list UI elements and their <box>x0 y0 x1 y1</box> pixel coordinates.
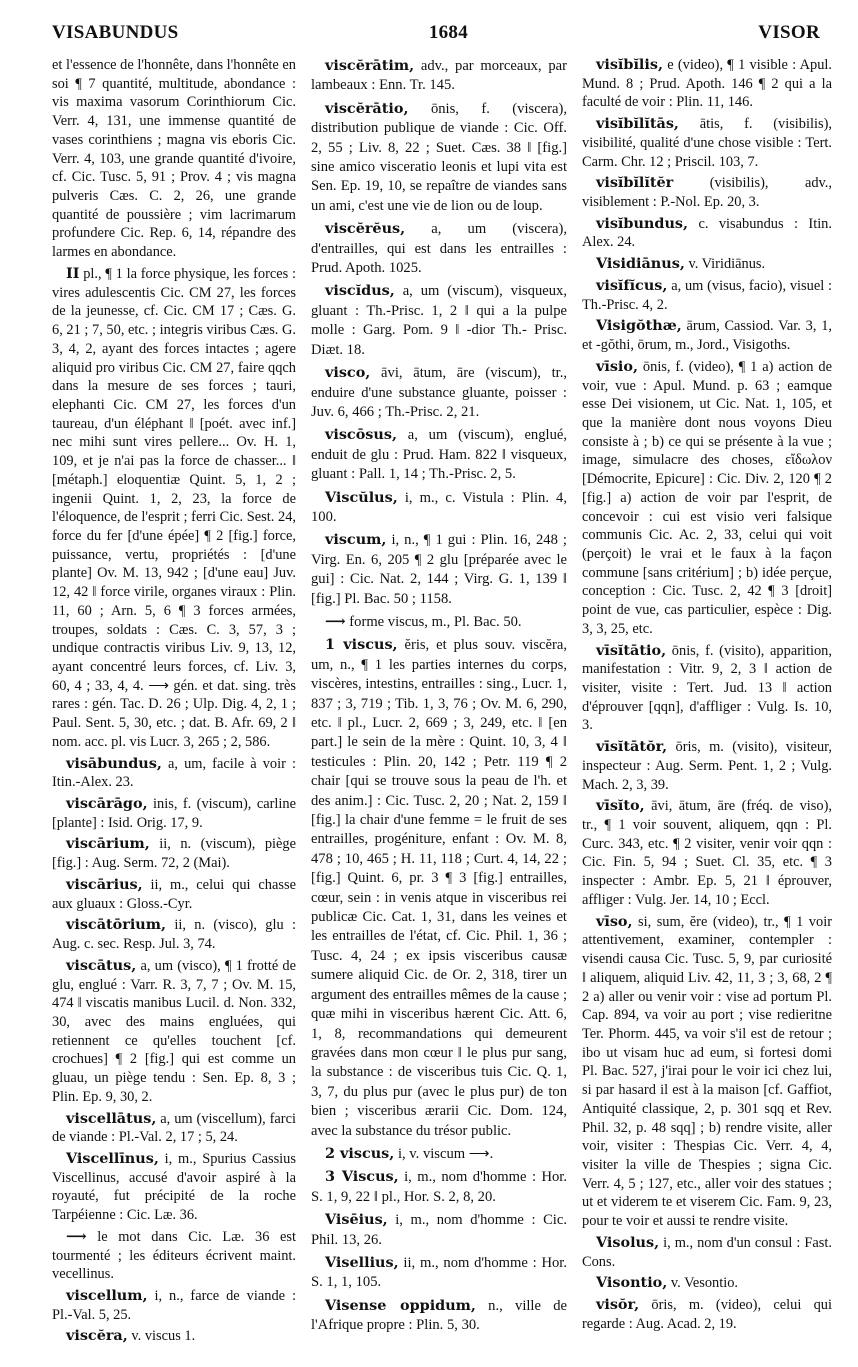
dictionary-entry <box>311 363 567 422</box>
running-head <box>52 16 820 50</box>
entry-definition: ii, m., nom d'homme : Hor. S. 1, 1, 105. <box>311 1254 567 1291</box>
dictionary-entry <box>582 1234 832 1271</box>
dictionary-entry <box>582 913 832 1231</box>
entry-headword: 3 Viscus, <box>325 1168 399 1186</box>
dictionary-entry <box>52 835 296 872</box>
dictionary-entry <box>311 219 567 278</box>
column-right <box>582 56 832 1356</box>
dictionary-entry <box>582 215 832 252</box>
entry-headword: visābundus, <box>66 754 162 772</box>
entry-headword: viscōsus, <box>325 426 397 444</box>
dictionary-entry <box>582 642 832 736</box>
entry-headword: viscārium, <box>66 835 150 853</box>
entry-definition: ĕris, et plus souv. viscĕra, um, n., ¶ 1 les parties internes du corps, viscères, intestins, entrailles : sing., Lucr. 1, 837 ; 3, 719 ; Tib. 1, 3, 76 ; Ov. M. 6, 290, etc. ‖ pl., Lucr. 2, 669 ; 3, 249, etc. ‖ [en part.] le sein de la mère : Quint. 10, 3, 4 ‖ testicules : Plin. 20, 142 ; Petr. 119 ¶ 2 chair [qui se trouve sous la peau de l'h. et des anim.] : Cic. Tusc. 2, 20 ; Nat. 2, 159 ‖ [fig.] la chair d'une femme = le fruit de ses entrailles, progéniture, enfant : Ov. M. 8, 478 ; 10, 465 ; H. 11, 118 ; Curt. 4, 14, 22 ; [fig.] Quint. 6, pr. 3 ¶ 3 [fig.] entrailles, cœur, sein : in venis atque in visceribus rei publicæ Cic. Cat. 1, 31, dans les veines et les entrailles de l'état, cf. Cic. Phil. 1, 36 ; Tusc. 4, 24 ; ex ipsis visceribus causæ sumere aliquid Cic. de Or. 2, 318, tirer un argument des entrailles mêmes de la cause ; quæ mihi in visceribus hærent Cic. Att. 6, 1, 8, recommandations qui demeurent gravées dans mon cœur ‖ le plus pur sang, la substance : de visceribus tuis Cic. Q. 1, 3, 7, du plus pur (avec le plus pur) de ton bien ; visceribus ærarii Cic. Dom. 124, avec la substance du trésor public. <box>311 637 567 1139</box>
entry-definition: ii, n. (viscum), piège [fig.] : Aug. Serm. 72, 2 (Mai). <box>52 836 296 872</box>
dictionary-entry <box>582 358 832 639</box>
entry-headword: II <box>66 264 80 282</box>
dictionary-entry <box>582 115 832 171</box>
entry-definition: ii, m., celui qui chasse aux gluaux : Gloss.-Cyr. <box>52 876 296 912</box>
entry-definition: ōnis, f. (video), ¶ 1 a) action de voir, vue : Apul. Mund. p. 63 ; eamque esse Dei visionem, ut Cic. Nat. 1, 105, et que la manière dont nous voyons Dieu consiste à ; b) ce qui se présente à la vue ; image, simulacre des choses, εἴδωλον [Démocrite, Epicure] : Cic. Div. 2, 120 ¶ 2 [fig.] a) action de voir par l'esprit, de concevoir : cui est visio veri falsique communis Cic. Ac. 2, 33, celui qui voit (perçoit) le vrai et le faux à la façon commune [sans critérium] ; b) idée perçue, conception : Cic. Tusc. 2, 42 ¶ 3 [droit] point de vue, cas particulier, espèce : Dig. 3, 3, 25, etc. <box>582 358 832 637</box>
entry-definition: c. visabundus : Itin. Alex. 24. <box>582 215 832 251</box>
entry-headword: visĭfĭcus, <box>596 276 668 294</box>
entry-headword: Visigŏthæ, <box>596 317 682 335</box>
dictionary-entry <box>311 1296 567 1336</box>
entry-headword: Visellius, <box>325 1253 399 1271</box>
entry-headword: Visontio, <box>596 1274 668 1292</box>
entry-definition: i, n., ¶ 1 gui : Plin. 16, 248 ; Virg. En. 6, 205 ¶ 2 glu [préparée avec le gui] : Cic. Nat. 2, 144 ; Virg. G. 1, 139 ‖ [fig.] Pl. Bac. 50 ; 1158. <box>311 532 567 607</box>
entry-definition: i, m., nom d'homme : Hor. S. 1, 9, 22 ‖ pl., Hor. S. 2, 8, 20. <box>311 1169 567 1205</box>
dictionary-entry <box>52 957 296 1107</box>
entry-headword: Visolus, <box>596 1233 660 1251</box>
dictionary-entry <box>311 99 567 216</box>
entry-headword: viscellātus, <box>66 1109 157 1127</box>
dictionary-entry <box>311 425 567 484</box>
entry-definition: ōris, m. (visito), visiteur, inspecteur : Aug. Serm. Pent. 1, 2 ; Vulg. Mach. 2, 3, 39. <box>582 739 832 793</box>
entry-headword: vīsĭto, <box>596 797 645 815</box>
entry-definition: ii, n. (visco), glu : Aug. c. sec. Resp. Jul. 3, 74. <box>52 917 296 953</box>
entry-headword: viscātus, <box>66 956 137 974</box>
dictionary-entry <box>52 1287 296 1324</box>
entry-headword: viscĕra, <box>66 1327 128 1345</box>
entry-definition: a, um (visco), ¶ 1 frotté de glu, englué : Varr. R. 3, 7, 7 ; Ov. M. 15, 474 ‖ viscatis manibus Lucil. d. Non. 332, 30, avec des mains engluées, qui retiennent ce qu'elles touchent [cf. crochues] ¶ 2 [fig.] qui est comme un gluau, un piège tendu : Sen. Ep. 8, 3 ; Plin. Ep. 9, 30, 2. <box>52 957 296 1105</box>
dictionary-entry <box>52 916 296 953</box>
entry-headword: vīsio, <box>596 357 639 375</box>
entry-definition: a, um (visus, facio), visuel : Th.-Prisc. 4, 2. <box>582 277 832 313</box>
entry-definition: v. viscus 1. <box>131 1328 196 1345</box>
dictionary-entry <box>582 738 832 794</box>
entry-definition: adv., par morceaux, par lambeaux : Enn. Tr. 145. <box>311 58 567 94</box>
entry-definition: le mot dans Cic. Læ. 36 est tourmenté ; les éditeurs écrivent maint. vecellinus. <box>52 1228 296 1283</box>
entry-headword: visĭbundus, <box>596 214 689 232</box>
entry-headword: vīso, <box>596 912 633 930</box>
entry-definition: a, um (viscellum), farci de viande : Pl.-Val. 2, 17 ; 5, 24. <box>52 1110 296 1146</box>
dictionary-entry <box>582 1274 832 1293</box>
dictionary-entry <box>52 876 296 913</box>
entry-headword: ⟶ <box>66 1227 87 1245</box>
entry-headword: ⟶ <box>325 612 346 630</box>
entry-headword: viscĕrātim, <box>325 57 415 74</box>
dictionary-entry <box>311 1144 567 1164</box>
dictionary-entry <box>52 56 296 262</box>
dictionary-entry <box>582 1296 832 1333</box>
dictionary-entry <box>311 56 567 96</box>
entry-headword: visco, <box>325 364 371 382</box>
dictionary-entry <box>52 1327 296 1346</box>
header-right-word: VISOR <box>758 22 820 43</box>
entry-headword: viscātōrium, <box>66 916 167 934</box>
dictionary-entry <box>582 317 832 354</box>
entry-definition: āvi, ātum, āre (viscum), tr., enduire d'une substance gluante, poisser : Juv. 6, 466 ; Th.-Prisc. 2, 21. <box>311 365 567 420</box>
entry-headword: viscum, <box>325 531 387 549</box>
entry-headword: viscārius, <box>66 875 143 893</box>
entry-headword: Viscŭlus, <box>325 488 398 506</box>
entry-definition: i, m., nom d'un consul : Fast. Cons. <box>582 1234 832 1270</box>
entry-definition: a, um, facile à voir : Itin.-Alex. 23. <box>52 755 296 791</box>
entry-definition: v. Vesontio. <box>670 1275 739 1292</box>
dictionary-entry <box>311 612 567 632</box>
entry-definition: i, n., farce de viande : Pl.-Val. 5, 25. <box>52 1288 296 1323</box>
entry-definition: si, sum, ĕre (video), tr., ¶ 1 voir attentivement, examiner, contempler : visendi causa Cic. Tusc. 5, 9, par curiosité ‖ aliquem, aliquid Liv. 42, 11, 3 ; 3, 68, 2 ¶ 2 a) aller ou venir voir : vise ad portum Pl. Cap. 894, va voir au port ; vise redieritne Ter. Phorm. 445, va voir s'il est de retour ; ibo ut visam huc ad eum, si fortesi domi Pl. Bac. 527, j'irai pour le voir ici chez lui, si par hasard il est à la maison [cf. Gaffiot, Antiquité classique, 2, p. 301 sqq et Rev. Phil. 32, p. 48 sqq] ; b) rendre visite, aller voir, visiter : Thespias Cic. Verr. 4, 4, visiter la ville de Thespies ; signa Cic. Verr. 4, 5 ; 127, etc., aller voir des statues ; ut et viderem te et viserem Cic. Fam. 9, 23, pour te voir et aussi te rendre visite. <box>582 913 832 1230</box>
entry-definition: n., ville de l'Afrique propre : Plin. 5, 30. <box>311 1297 567 1334</box>
entry-headword: viscĕrĕus, <box>325 220 406 238</box>
dictionary-entry <box>52 1110 296 1147</box>
entry-headword: Visidiānus, <box>596 255 685 273</box>
entry-headword: vīsĭtātŏr, <box>596 738 668 756</box>
entry-definition: ōnis, f. (visito), apparition, manifestation : Vitr. 9, 2, 3 ‖ action de visiter, visite : Tert. Jud. 13 ‖ action d'éprouver [qqn], d'affliger : Vulg. Is. 10, 3. <box>582 642 832 734</box>
dictionary-entry <box>582 56 832 112</box>
entry-headword: visĭbĭlĭtĕr <box>596 174 674 192</box>
entry-headword: viscĭdus, <box>325 282 395 300</box>
entry-definition: ōris, m. (video), celui qui regarde : Aug. Acad. 2, 19. <box>582 1297 832 1332</box>
entry-headword: vīsĭtātio, <box>596 641 667 659</box>
dictionary-entry <box>582 255 832 274</box>
dictionary-entry <box>311 281 567 360</box>
entry-definition: e (video), ¶ 1 visible : Apul. Mund. 8 ; Prud. Apoth. 146 ¶ 2 qui a la faculté de voir : Plin. 11, 146. <box>582 57 832 111</box>
dictionary-entry <box>311 488 567 528</box>
entry-headword: 2 viscus, <box>325 1144 395 1162</box>
dictionary-entry <box>582 277 832 314</box>
entry-definition: ātis, f. (visibilis), visibilité, qualité d'une chose visible : Tert. Carm. Chr. 12 ; Priscil. 103, 7. <box>582 116 832 170</box>
column-middle <box>311 56 567 1356</box>
entry-headword: Visense oppidum, <box>325 1296 476 1314</box>
dictionary-entry <box>311 1167 567 1207</box>
text-columns <box>52 56 832 1356</box>
entry-headword: visĭbĭlis, <box>596 56 663 73</box>
header-left-word: VISABUNDUS <box>52 22 179 43</box>
entry-definition: ārum, Cassiod. Var. 3, 1, et -gŏthi, ōrum, m., Jord., Visigoths. <box>582 318 832 354</box>
entry-headword: viscellum, <box>66 1287 148 1304</box>
entry-definition: forme viscus, m., Pl. Bac. 50. <box>349 613 522 630</box>
entry-headword: visŏr, <box>596 1296 640 1313</box>
entry-definition: i, m., c. Vistula : Plin. 4, 100. <box>311 489 567 525</box>
entry-definition: āvi, ātum, āre (fréq. de viso), tr., ¶ 1 voir souvent, aliquem, qqn : Pl. Curc. 343, etc. ¶ 2 visiter, venir voir qqn : Cic. Fin. 5, 94 ; Suet. Cl. 35, etc. ¶ 3 inspecter : Ambr. Ep. 5, 21 ‖ éprouver, affliger : Vulg. Jer. 14, 10 ; Eccl. <box>582 798 832 908</box>
entry-headword: 1 viscus, <box>325 636 398 654</box>
dictionary-entry <box>311 635 567 1141</box>
dictionary-entry <box>52 795 296 832</box>
dictionary-entry <box>311 1253 567 1293</box>
entry-definition: pl., ¶ 1 la force physique, les forces : vires adulescentis Cic. CM 27, les forces de la jeunesse, cf. Cic. CM 17 ; Cæs. G. 6, 21 ; 7, 50, etc. ; integris viribus Cæs. G. 3, 4, 2, ayant des forces intactes ; agere aliquid pro viribus Cic. CM 27, faire qqch dans la mesure de ses forces ; tauri, elephanti Cic. CM 27, les forces d'un taureau, d'un éléphant ‖ [poét. avec inf.] nec mihi sunt vires pellere... Ov. H. 1, 109, et je n'ai pas la force de chasser... ‖ [métaph.] eloquentiæ Quint. 5, 1, 2 ; ingenii Quint. 1, 2, 23, la force de l'éloquence, de l'esprit ; ferri Cic. Sest. 24, force du fer [d'une épée] ¶ 2 [fig.] force, puissance, vertu, propriétés : [d'une plante] Ov. M. 13, 942 ; [d'une eau] Juv. 12, 42 ‖ force virile, organes viraux : Plin. 11, 60 ; Arn. 5, 6 ¶ 3 forces armées, troupes, soldats : Cæs. C. 3, 57, 3 ; undique contractis viribus Liv. 9, 13, 12, ayant concentré leurs forces, cf. Liv. 3, 60, 4 ; 33, 4, 4. ⟶ gén. et dat. sing. très rares : gén. Tac. D. 26 ; Ulp. Dig. 4, 2, 1 ; Paul. Sent. 5, 30, etc. ; dat. B. Afr. 69, 2 ‖ nom. acc. pl. vis Lucr. 3, 265 ; 2, 586. <box>52 265 296 750</box>
dictionary-entry <box>582 797 832 909</box>
dictionary-entry <box>311 530 567 609</box>
dictionary-entry <box>52 1150 296 1225</box>
entry-definition: a, um (viscera), d'entrailles, qui est dans les entrailles : Prud. Apoth. 1025. <box>311 221 567 277</box>
entry-headword: viscārāgo, <box>66 795 148 813</box>
entry-headword: Viscellīnus, <box>66 1149 159 1167</box>
entry-headword: visĭbĭlĭtās, <box>596 115 679 133</box>
entry-headword: Visēius, <box>325 1211 388 1229</box>
column-left <box>52 56 296 1356</box>
page-number: 1684 <box>428 22 469 43</box>
entry-definition: i, v. viscum ⟶. <box>397 1145 494 1162</box>
dictionary-entry <box>311 1210 567 1250</box>
entry-definition: i, m., Spurius Cassius Viscellinus, accusé d'avoir aspiré à la royauté, fut précipité de la roche Tarpéienne : Cic. Læ. 36. <box>52 1150 296 1224</box>
entry-definition: inis, f. (viscum), carline [plante] : Isid. Orig. 17, 9. <box>52 796 296 831</box>
dictionary-entry <box>52 1228 296 1284</box>
dictionary-entry <box>582 174 832 211</box>
entry-definition: a, um (viscum), englué, enduit de glu : Prud. Ham. 822 ‖ visqueux, gluant : Pall. 1, 14 ; Th.-Prisc. 2, 5. <box>311 427 567 483</box>
entry-headword: viscĕrātio, <box>325 99 409 117</box>
entry-definition: (visibilis), adv., visiblement : P.-Nol. Ep. 20, 3. <box>582 175 832 211</box>
entry-definition: ōnis, f. (viscera), distribution publique de viande : Cic. Off. 2, 55 ; Liv. 8, 22 ; Suet. Cæs. 38 ‖ [fig.] sine amico visceratio leonis et lupi vita est Sen. Ep. 19, 10, se repaître de viandes sans un ami, c'est une vie de lion ou de loup. <box>311 100 567 214</box>
entry-definition: et l'essence de l'honnête, dans l'honnête en soi ¶ 7 quantité, multitude, abondance : vis maxima vasorum Corinthiorum Cic. Verr. 4, 131, une immense quantité de vases corinthiens ; magna vis eboris Cic. Verr. 4, 103, une grande quantité d'ivoire, cf. Cic. Tusc. 5, 91 ; Prov. 4 ; vis magna pulveris Cæs. C. 2, 26, une grande quantité de poussière ; vim lacrimarum profundere Cic. Rep. 6, 14, répandre des larmes en abondance. <box>52 57 296 261</box>
dictionary-entry <box>52 265 296 752</box>
entry-definition: a, um (viscum), visqueux, gluant : Th.-Prisc. 1, 2 ‖ qui a la pulpe molle : Garg. Pom. 9 ‖ -dior Th.- Prisc. Diæt. 18. <box>311 283 567 358</box>
entry-definition: i, m., nom d'homme : Cic. Phil. 13, 26. <box>311 1212 567 1248</box>
dictionary-entry <box>52 755 296 792</box>
entry-definition: v. Viridiānus. <box>688 256 766 273</box>
